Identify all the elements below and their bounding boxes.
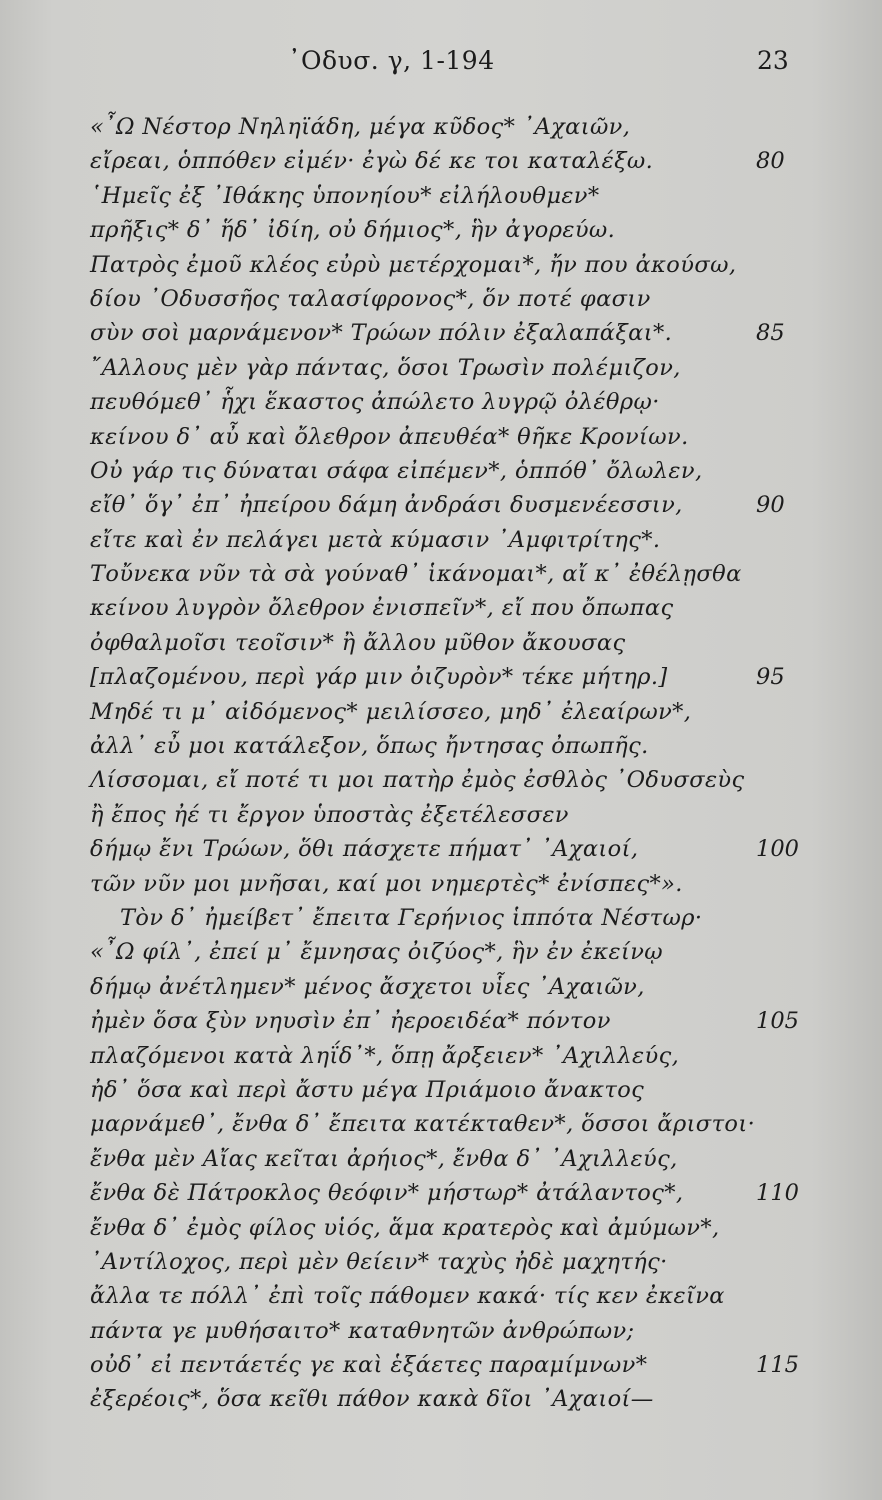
verse-line	[0, 492, 882, 526]
verse-line	[0, 630, 882, 664]
verse-line	[0, 1249, 882, 1283]
verse-line-text: σὺν σοὶ μαρνάμενον* Τρώων πόλιν ἐξαλαπάξαι*.	[90, 320, 673, 347]
verse-line	[0, 1283, 882, 1317]
verse-line	[0, 595, 882, 629]
verse-line	[0, 1318, 882, 1352]
verse-line	[0, 1180, 882, 1214]
verse-line-text: ὀφθαλμοῖσι τεοῖσιν* ἢ ἄλλου μῦθον ἄκουσας	[90, 629, 626, 656]
verse-line-text: ἠμὲν ὅσα ξὺν νηυσὶν ἐπ᾿ ἠεροειδέα* πόντον	[90, 1008, 611, 1035]
verse-line-text: ἔνθα μὲν Αἴας κεῖται ἀρήιος*, ἔνθα δ᾿ ᾿Αχιλλεύς,	[90, 1145, 678, 1172]
verse-line-text: πρῆξις* δ᾿ ἥδ᾿ ἰδίη, οὐ δήμιος*, ἣν ἀγορεύω.	[90, 217, 616, 244]
verse-line-text: ῎Αλλους μὲν γὰρ πάντας, ὅσοι Τρωσὶν πολέμιζον,	[90, 354, 681, 381]
verse-line-text: δήμῳ ἀνέτλημεν* μένος ἄσχετοι υἷες ᾿Αχαιῶν,	[90, 973, 645, 1000]
verse-line-text: ἔνθα δ᾿ ἐμὸς φίλος υἱός, ἅμα κρατερὸς καὶ ἀμύμων*,	[90, 1214, 720, 1241]
verse-line-text: ἀλλ᾿ εὖ μοι κατάλεξον, ὅπως ἤντησας ὀπωπῆς.	[90, 733, 649, 760]
verse-line-text: πάντα γε μυθήσαιτο* καταθνητῶν ἀνθρώπων;	[90, 1317, 635, 1344]
verse-line	[0, 1146, 882, 1180]
verse-line-text: «῏Ω Νέστορ Νηληϊάδη, μέγα κῦδος* ᾿Αχαιῶν,	[90, 114, 631, 140]
line-number: 90	[756, 492, 785, 519]
verse-line	[0, 802, 882, 836]
verse-text	[0, 114, 882, 1421]
verse-line-text: ῾Ημεῖς ἐξ ᾿Ιθάκης ὑπονηίου* εἰλήλουθμεν*	[90, 182, 600, 209]
verse-line-text: εἴθ᾿ ὅγ᾿ ἐπ᾿ ἠπείρου δάμη ἀνδράσι δυσμενέεσσιν,	[90, 492, 683, 519]
verse-line-text: ᾿Αντίλοχος, περὶ μὲν θείειν* ταχὺς ἠδὲ μαχητής·	[90, 1248, 668, 1275]
verse-line-text: εἴρεαι, ὁππόθεν εἰμέν· ἐγὼ δέ κε τοι καταλέξω.	[90, 148, 654, 175]
verse-line-text: Τοὔνεκα νῦν τὰ σὰ γούναθ᾿ ἱκάνομαι*, αἴ κ᾿ ἐθέλῃσθα	[90, 561, 742, 588]
verse-line	[0, 664, 882, 698]
verse-line	[0, 699, 882, 733]
verse-line-text: Οὐ γάρ τις δύναται σάφα εἰπέμεν*, ὁππόθ᾿ ὄλωλεν,	[90, 457, 703, 484]
verse-line-text: πευθόμεθ᾿ ἧχι ἕκαστος ἀπώλετο λυγρῷ ὀλέθρῳ·	[90, 389, 660, 416]
verse-line	[0, 389, 882, 423]
verse-line-text: δήμῳ ἔνι Τρώων, ὅθι πάσχετε πήματ᾿ ᾿Αχαιοί,	[90, 836, 639, 863]
verse-line	[0, 355, 882, 389]
verse-line	[0, 871, 882, 905]
verse-line	[0, 114, 882, 148]
verse-line	[0, 1043, 882, 1077]
verse-line-text: Λίσσομαι, εἴ ποτέ τι μοι πατὴρ ἐμὸς ἐσθλὸς ᾿Οδυσσεὺς	[90, 767, 745, 794]
verse-line-text: ἐξερέοις*, ὅσα κεῖθι πάθον κακὰ δῖοι ᾿Αχαιοί—	[90, 1386, 654, 1413]
verse-line	[0, 252, 882, 286]
verse-line	[0, 1386, 882, 1420]
verse-line-text: ἠδ᾿ ὅσα καὶ περὶ ἄστυ μέγα Πριάμοιο ἄνακτος	[90, 1076, 645, 1103]
verse-line	[0, 424, 882, 458]
verse-line	[0, 1215, 882, 1249]
verse-line	[0, 1008, 882, 1042]
line-number: 110	[756, 1180, 799, 1207]
verse-line-text: κείνου λυγρὸν ὄλεθρον ἐνισπεῖν*, εἴ που ὄπωπας	[90, 595, 674, 622]
verse-line-text: Τὸν δ᾿ ἠμείβετ᾿ ἔπειτα Γερήνιος ἱππότα Νέστωρ·	[120, 904, 703, 931]
verse-line	[0, 217, 882, 251]
verse-line-text: τῶν νῦν μοι μνῆσαι, καί μοι νημερτὲς* ἐνίσπες*».	[90, 870, 683, 897]
verse-line-text: πλαζόμενοι κατὰ ληΐδ᾿*, ὅπῃ ἄρξειεν* ᾿Αχιλλεύς,	[90, 1042, 680, 1069]
verse-line	[0, 939, 882, 973]
verse-line	[0, 1077, 882, 1111]
running-title: ᾿Οδυσ. γ, 1-194	[288, 46, 495, 75]
line-number: 95	[756, 664, 785, 691]
verse-line	[0, 1111, 882, 1145]
line-number: 100	[756, 836, 799, 863]
line-number: 115	[756, 1352, 799, 1379]
line-number: 105	[756, 1008, 799, 1035]
page-number: 23	[757, 46, 789, 75]
verse-line-text: Πατρὸς ἐμοῦ κλέος εὐρὺ μετέρχομαι*, ἤν που ἀκούσω,	[90, 251, 737, 278]
verse-line	[0, 733, 882, 767]
verse-line	[0, 1352, 882, 1386]
verse-line-text: ἢ ἔπος ἠέ τι ἔργον ὑποστὰς ἐξετέλεσσεν	[90, 801, 569, 828]
verse-line-text: δίου ᾿Οδυσσῆος ταλασίφρονος*, ὅν ποτέ φασιν	[90, 285, 651, 312]
verse-line	[0, 527, 882, 561]
verse-line-text: κείνου δ᾿ αὖ καὶ ὄλεθρον ἀπευθέα* θῆκε Κρονίων.	[90, 423, 689, 450]
verse-line	[0, 183, 882, 217]
verse-line-text: Μηδέ τι μ᾿ αἰδόμενος* μειλίσσεο, μηδ᾿ ἐλεαίρων*,	[90, 698, 692, 725]
verse-line	[0, 767, 882, 801]
verse-line-text: μαρνάμεθ᾿, ἔνθα δ᾿ ἔπειτα κατέκταθεν*, ὅσσοι ἄριστοι·	[90, 1111, 756, 1138]
verse-line	[0, 320, 882, 354]
verse-line-text: εἴτε καὶ ἐν πελάγει μετὰ κύμασιν ᾿Αμφιτρίτης*.	[90, 526, 661, 553]
line-number: 85	[756, 320, 785, 347]
verse-line	[0, 561, 882, 595]
line-number: 80	[756, 148, 785, 175]
verse-line	[0, 458, 882, 492]
verse-line-text: ἔνθα δὲ Πάτροκλος θεόφιν* μήστωρ* ἀτάλαντος*,	[90, 1180, 684, 1207]
verse-line	[0, 974, 882, 1008]
verse-line	[0, 836, 882, 870]
verse-line	[0, 148, 882, 182]
verse-line	[0, 286, 882, 320]
verse-line-text: οὐδ᾿ εἰ πεντάετές γε καὶ ἑξάετες παραμίμνων*	[90, 1352, 648, 1379]
page-header	[0, 46, 882, 86]
verse-line-text: [πλαζομένου, περὶ γάρ μιν ὀιζυρὸν* τέκε μήτηρ.]	[90, 664, 668, 691]
verse-line	[0, 905, 882, 939]
verse-line-text: «῏Ω φίλ᾿, ἐπεί μ᾿ ἔμνησας ὀιζύος*, ἣν ἐν ἐκείνῳ	[90, 939, 664, 966]
verse-line-text: ἄλλα τε πόλλ᾿ ἐπὶ τοῖς πάθομεν κακά· τίς κεν ἐκεῖνα	[90, 1283, 725, 1310]
